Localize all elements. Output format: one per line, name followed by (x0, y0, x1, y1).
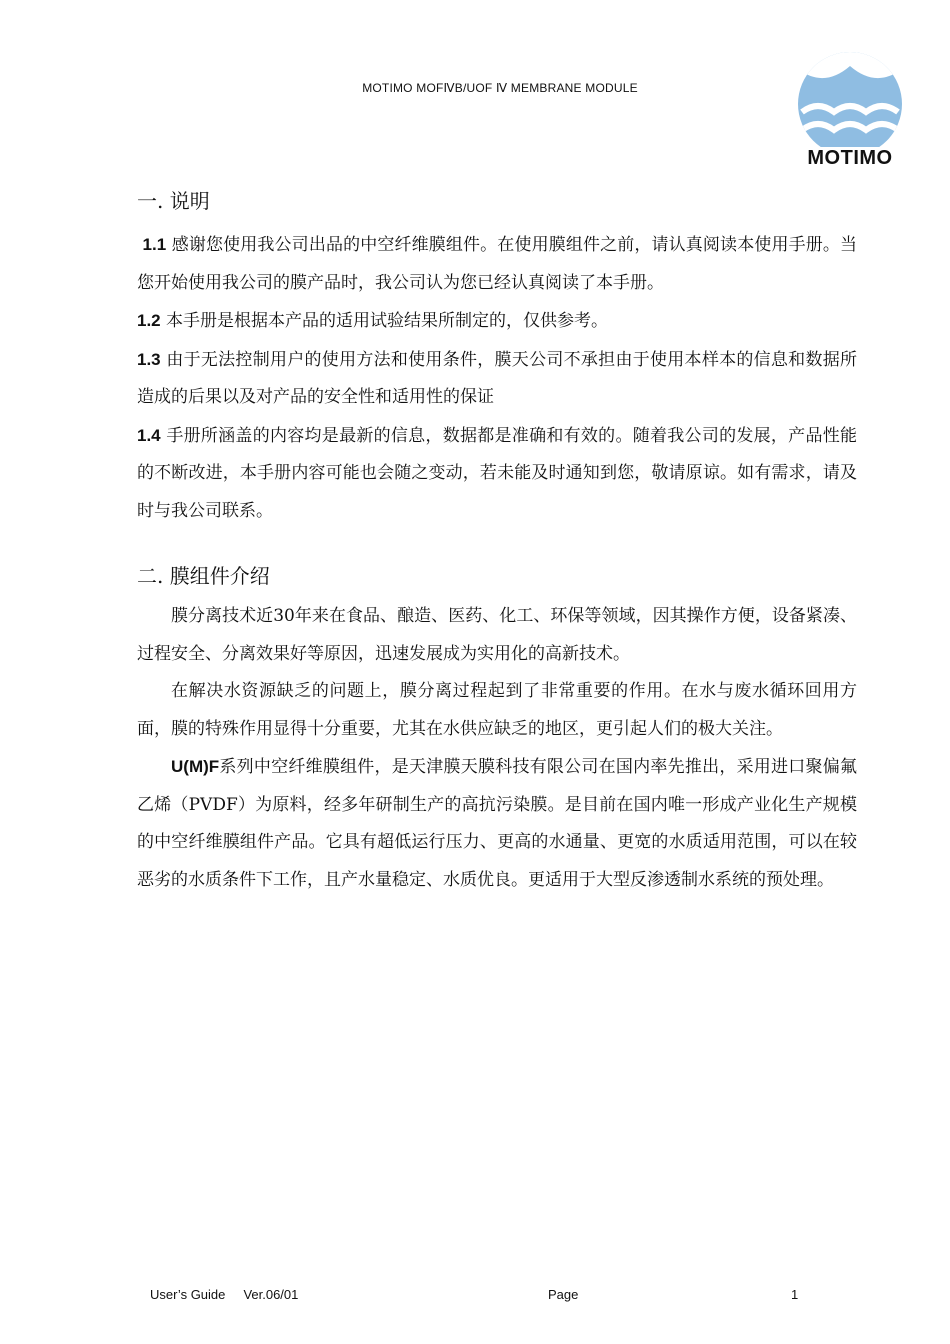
header-title: MOTIMO MOFⅣB/UOF Ⅳ MEMBRANE MODULE (362, 81, 638, 95)
motimo-logo (790, 52, 910, 174)
paragraph-membrane-tech: 膜分离技术近30年来在食品、酿造、医药、化工、环保等领域，因其操作方便，设备紧凑、过程安全、分离效果好等原因，迅速发展成为实用化的高新技术。 (137, 606, 857, 664)
item-1-3: 1.3 由于无法控制用户的使用方法和使用条件，膜天公司不承担由于使用本样本的信息和数据所造成的后果以及对产品的安全性和适用性的保证 (137, 349, 858, 407)
item-1-1: 1.1 感谢您使用我公司出品的中空纤维膜组件。在使用膜组件之前，请认真阅读本使用手册。当您开始使用我公司的膜产品时，我公司认为您已经认真阅读了本手册。 (137, 235, 858, 293)
footer-page-number: 1 (791, 1287, 799, 1302)
item-1-4: 1.4 手册所涵盖的内容均是最新的信息，数据都是准确和有效的。随着我公司的发展，产品性能的不断改进，本手册内容可能也会随之变动，若未能及时通知到您，敬请原谅。如有需求，请及时与我公司联系。 (137, 425, 858, 521)
section2-body (137, 598, 857, 899)
section-heading-module-intro: 二. 膜组件介绍 (137, 564, 270, 588)
section1-items (137, 226, 857, 530)
paragraph-umf-series: U(M)F系列中空纤维膜组件，是天津膜天膜科技有限公司在国内率先推出，采用进口聚偏氟乙烯（PVDF）为原料，经多年研制生产的高抗污染膜。是目前在国内唯一形成产业化生产规模的中空纤维膜组件产品。它具有超低运行压力、更高的水通量、更宽的水质适用范围，可以在较恶劣的水质条件下工作，且产水量稳定、水质优良。更适用于大型反渗透制水系统的预处理。 (137, 757, 857, 890)
logo-icon (790, 52, 910, 147)
item-1-2: 1.2 本手册是根据本产品的适用试验结果所制定的，仅供参考。 (137, 311, 609, 331)
section-heading-intro: 一. 说明 (137, 189, 210, 213)
footer-guide: User’s Guide Ver.06/01 (150, 1287, 299, 1302)
footer-page-label: Page (548, 1287, 579, 1302)
paragraph-water-resource: 在解决水资源缺乏的问题上，膜分离过程起到了非常重要的作用。在水与废水循环回用方面，膜的特殊作用显得十分重要，尤其在水供应缺乏的地区，更引起人们的极大关注。 (137, 681, 857, 739)
logo-text: MOTIMO (807, 147, 893, 169)
